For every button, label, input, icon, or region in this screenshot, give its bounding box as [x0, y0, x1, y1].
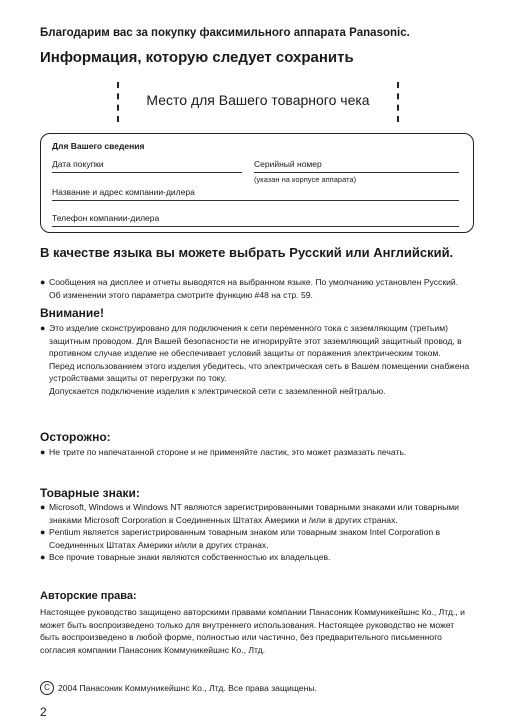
dealer-label: Название и адрес компании-дилера [52, 187, 195, 197]
list-item [40, 551, 470, 564]
language-bullet-text: Сообщения на дисплее и отчеты выводятся на выбранном языке. По умолчанию установлен Русский. Об изменении этого параметра смотрите функцию #48 на стр. 59. [49, 277, 459, 300]
attention-section [40, 322, 470, 398]
intro-line: Благодарим вас за покупку факсимильного аппарата Panasonic. [40, 27, 410, 39]
attention-bullet-text: Это изделие сконструировано для подключения к сети переменного тока с заземляющим (третьим) защитным проводом. Для Вашей безопасности не игнорируйте этот заземляющий защитный провод, в противном случае изделие не обеспечивает условий защиты от поражения электрическим током. [49, 323, 462, 359]
trademark-item-text: Microsoft, Windows и Windows NT являются зарегистрированными товарными знаками или товарными знаками Microsoft Corporation в Соединенных Штатах Америки и /или в других странах. [49, 502, 459, 525]
bullet-icon: ● [40, 527, 46, 538]
trademark-item-text: Pentium является зарегистрированным товарным знаком или товарным знаком Intel Corporation в Соединенных Штатах Америки и/или в других странах. [49, 527, 441, 550]
dealer-line [52, 200, 459, 201]
info-box [40, 133, 474, 233]
copyright-section [40, 606, 470, 656]
attention-paragraph-1: Перед использованием этого изделия убедитесь, что электрическая сеть в Вашем помещении снабжена устройствами защиты от перегрузки по току. [49, 360, 470, 384]
purchase-date-label: Дата покупки [52, 159, 104, 169]
caution-section [40, 446, 470, 459]
purchase-date-line [52, 172, 242, 173]
serial-note: (указан на корпусе аппарата) [254, 175, 357, 184]
receipt-placeholder [117, 82, 399, 122]
language-section [40, 276, 470, 301]
attention-heading: Внимание! [40, 306, 104, 320]
list-item [40, 322, 470, 360]
dealer-phone-line [52, 226, 459, 227]
attention-paragraph-2: Допускается подключение изделия к электрической сети с заземленной нейтралью. [49, 385, 386, 396]
bullet-icon: ● [40, 323, 46, 333]
info-box-heading: Для Вашего сведения [52, 141, 145, 151]
serial-number-line [254, 172, 459, 173]
copyright-notice-text: 2004 Панасоник Коммуникейшнс Ко., Лтд. Все права защищены. [58, 683, 317, 693]
copyright-notice [40, 681, 317, 695]
list-item [40, 276, 470, 301]
dealer-phone-label: Телефон компании-дилера [52, 213, 160, 223]
trademarks-heading: Товарные знаки: [40, 486, 140, 500]
page-number: 2 [40, 705, 47, 719]
serial-number-label: Серийный номер [254, 159, 322, 169]
caution-bullet-text: Не трите по напечатанной стороне и не применяйте ластик, это может размазать печать. [49, 447, 407, 457]
list-item [40, 501, 470, 526]
bullet-icon: ● [40, 552, 46, 563]
trademark-item-text: Все прочие товарные знаки являются собственностью их владельцев. [49, 552, 331, 563]
copyright-text: Настоящее руководство защищено авторскими правами компании Панасоник Коммуникейшнс Ко., Лтд., и может быть воспроизведено только для внутреннего использования. Настоящее руководство не может быть воспроизведено в любой форме, полностью или частично, без предварительного письменного согласия компании Панасоник Коммуникейшнс Ко., Лтд. [40, 607, 465, 655]
trademarks-section [40, 501, 470, 564]
language-heading: В качестве языка вы можете выбрать Русский или Английский. [40, 245, 454, 260]
list-item [40, 446, 470, 459]
receipt-label: Место для Вашего товарного чека [146, 92, 370, 108]
copyright-heading: Авторские права: [40, 590, 137, 602]
bullet-icon: ● [40, 277, 46, 287]
copyright-icon: C [40, 681, 54, 695]
bullet-icon: ● [40, 502, 46, 512]
list-item [40, 526, 470, 551]
save-info-heading: Информация, которую следует сохранить [40, 49, 354, 66]
bullet-icon: ● [40, 447, 46, 457]
caution-heading: Осторожно: [40, 430, 111, 444]
